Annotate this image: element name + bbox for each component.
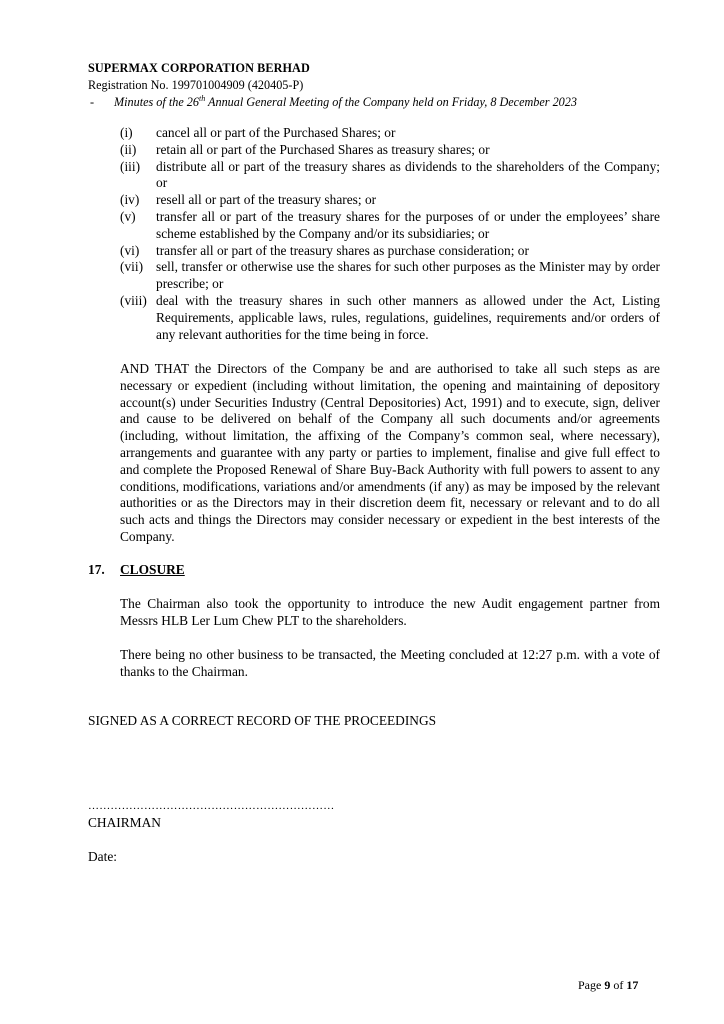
section-number: 17. <box>88 562 105 577</box>
page-current: 9 <box>604 978 611 992</box>
list-item-text: transfer all or part of the treasury shares for the purposes of or under the employees’ share scheme established by the Company and/or its subsidiaries; or <box>156 208 660 241</box>
minutes-ordinal-suffix: th <box>198 93 206 103</box>
section-title: CLOSURE <box>120 562 185 577</box>
list-item-text: distribute all or part of the treasury shares as dividends to the shareholders of the Company; or <box>156 158 660 191</box>
list-item-text: resell all or part of the treasury shares; or <box>156 192 377 208</box>
closure-paragraph-meeting-concluded: There being no other business to be transacted, the Meeting concluded at 12:27 p.m. with a vote of thanks to the Chairman. <box>120 647 660 679</box>
list-item-text: retain all or part of the Purchased Shares as treasury shares; or <box>156 141 490 157</box>
registration-number: Registration No. 199701004909 (420405-P) <box>88 78 304 92</box>
page-word: Page <box>578 978 602 992</box>
document-header <box>88 60 648 111</box>
minutes-title <box>88 94 648 111</box>
list-item-number: (viii) <box>120 292 147 308</box>
page-of: of <box>613 978 624 992</box>
list-item <box>120 259 660 293</box>
company-name: SUPERMAX CORPORATION BERHAD <box>88 61 310 75</box>
page-number <box>578 977 638 994</box>
list-item-text: cancel all or part of the Purchased Shares; or <box>156 125 396 140</box>
signature-line: ………………………………………………………… <box>88 800 335 812</box>
minutes-suffix: Annual General Meeting of the Company held on Friday, 8 December 2023 <box>205 95 577 109</box>
list-item-number: (v) <box>120 208 136 224</box>
list-item-number: (iii) <box>120 158 141 174</box>
list-item-number: (ii) <box>120 141 137 157</box>
page-total: 17 <box>626 978 639 992</box>
list-item <box>120 293 660 343</box>
list-item <box>120 125 660 142</box>
list-item <box>120 209 660 243</box>
closure-paragraph-audit-partner: The Chairman also took the opportunity to introduce the new Audit engagement partner from Messrs HLB Ler Lum Chew PLT to the shareholders. <box>120 596 660 628</box>
minutes-prefix: Minutes of the 26 <box>114 95 199 109</box>
list-item-number: (vii) <box>120 259 144 275</box>
list-item <box>120 142 660 159</box>
treasury-options-list <box>120 125 660 343</box>
list-item <box>120 192 660 209</box>
list-item-number: (vi) <box>120 242 140 258</box>
signatory-role: CHAIRMAN <box>88 815 161 830</box>
list-item <box>120 243 660 260</box>
list-item-text: deal with the treasury shares in such other manners as allowed under the Act, Listing Requirements, applicable laws, rules, regulations, guidelines, requirements and/or orders of any relevant authorities for the time being in force. <box>156 292 660 342</box>
list-item-text: transfer all or part of the treasury shares as purchase consideration; or <box>156 242 529 258</box>
list-item-number: (iv) <box>120 192 140 208</box>
minutes-dash: - <box>90 95 95 109</box>
section-heading <box>88 562 185 579</box>
list-item-text: sell, transfer or otherwise use the shares for such other purposes as the Minister may by order prescribe; or <box>156 259 660 292</box>
and-that-paragraph: AND THAT the Directors of the Company be and are authorised to take all such steps as are necessary or expedient (including without limitation, the opening and maintaining of depository account(s) under Securities Industry (Central Depositories) Act, 1991) and to execute, sign, deliver and cause to be delivered on behalf of the Company all such documents and/or agreements (including, without limitation, the affixing of the Company’s common seal, where necessary), arrangements and guarantee with any party or parties to implement, finalise and give full effect to and complete the Proposed Renewal of Share Buy-Back Authority with full powers to assent to any conditions, modifications, variations and/or amendments (if any) as may be imposed by the relevant authorities or as the Directors may in their discretion deem fit, necessary or relevant and to do all such acts and things the Directors may consider necessary or expedient in the best interests of the Company. <box>120 361 660 544</box>
signed-record-statement: SIGNED AS A CORRECT RECORD OF THE PROCEEDINGS <box>88 713 437 728</box>
list-item-number: (i) <box>120 125 133 140</box>
date-label: Date: <box>88 849 117 864</box>
list-item <box>120 159 660 193</box>
